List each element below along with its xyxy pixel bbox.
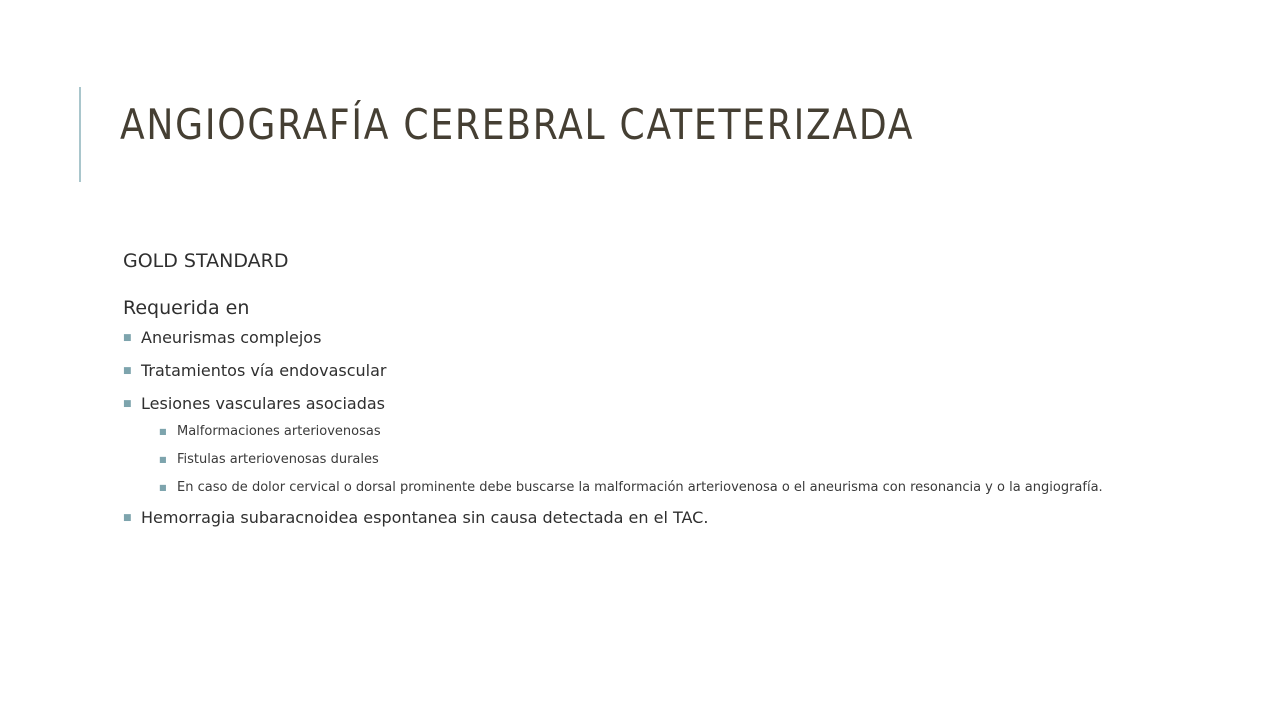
slide-title: ANGIOGRAFÍA CEREBRAL CATETERIZADA: [120, 100, 915, 149]
square-bullet-icon: ■: [159, 427, 167, 436]
slide-content: [123, 248, 1133, 540]
sub-bullet-list: [159, 423, 1133, 496]
list-item-text: Hemorragia subaracnoidea espontanea sin causa detectada en el TAC.: [141, 508, 709, 527]
square-bullet-icon: ■: [123, 399, 132, 409]
bullet-list: [123, 327, 1133, 529]
gold-standard-heading: GOLD STANDARD: [123, 250, 289, 272]
square-bullet-icon: ■: [123, 513, 132, 523]
sub-list-item: [159, 423, 1133, 440]
square-bullet-icon: ■: [159, 455, 167, 464]
sub-list-item-text: Malformaciones arteriovenosas: [177, 424, 381, 439]
list-item: [123, 360, 1133, 382]
square-bullet-icon: ■: [123, 366, 132, 376]
sub-list-item: [159, 451, 1133, 468]
list-item: [123, 507, 1133, 529]
list-item: [123, 393, 1133, 496]
list-item: [123, 327, 1133, 349]
list-item-text: Tratamientos vía endovascular: [141, 361, 387, 380]
title-accent-bar: [79, 87, 81, 182]
sub-list-item-text: En caso de dolor cervical o dorsal prominente debe buscarse la malformación arteriovenosa o el aneurisma con resonancia y o la angiografía.: [177, 480, 1103, 495]
square-bullet-icon: ■: [123, 333, 132, 343]
list-item-text: Aneurismas complejos: [141, 328, 322, 347]
square-bullet-icon: ■: [159, 483, 167, 492]
sub-list-item: [159, 479, 1133, 496]
required-in-heading: Requerida en: [123, 297, 250, 319]
list-item-text: Lesiones vasculares asociadas: [141, 394, 386, 413]
sub-list-item-text: Fistulas arteriovenosas durales: [177, 452, 379, 467]
